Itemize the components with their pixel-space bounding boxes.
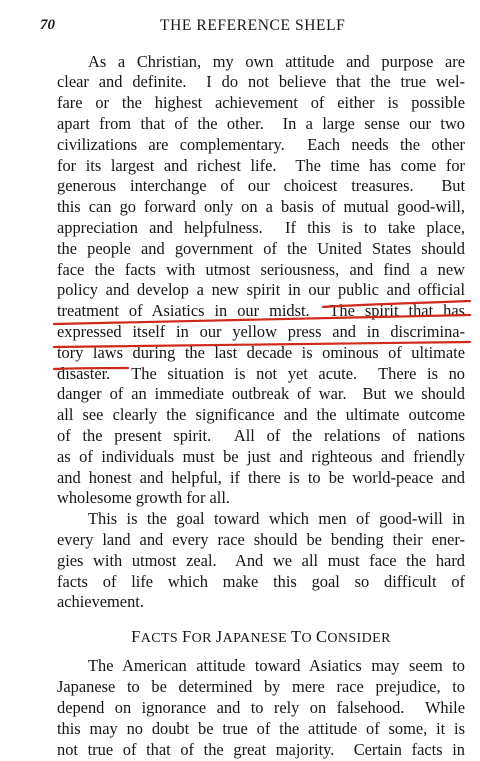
page-number: 70 (40, 17, 55, 33)
text-line: this can go forward only on a basis of mutual good-will, (57, 197, 465, 216)
text-line: appreciation and helpfulness. If this is to take place, (57, 218, 465, 237)
text-line: all see clearly the significance and the ultimate outcome (57, 405, 465, 424)
page-header (40, 15, 468, 39)
text-line: for its largest and richest life. The time has come for (57, 156, 465, 175)
text-line: The American attitude toward Asiatics may seem to (88, 656, 465, 675)
text-line: danger of an immediate outbreak of war. But we should (57, 384, 465, 403)
heading-smallcaps: O (301, 631, 313, 646)
text-line: fare or the highest achievement of either is possible (57, 93, 465, 112)
running-head: THE REFERENCE SHELF (160, 17, 346, 34)
heading-capital: J (215, 627, 223, 646)
heading-smallcaps: OR (191, 631, 212, 646)
section-heading (57, 627, 465, 647)
text-line: achievement. (57, 592, 144, 611)
text-line: civilizations are complementary. Each needs the other (57, 135, 465, 154)
text-line: tory laws during the last decade is ominous of ultimate (57, 343, 465, 362)
text-line: apart from that of the other. In a large sense our two (57, 114, 465, 133)
text-line: policy and develop a new spirit in our public and official (57, 280, 465, 299)
heading-capital: T (291, 627, 302, 646)
text-line: This is the goal toward which men of good-will in (88, 509, 465, 528)
heading-smallcaps: ACTS (140, 631, 179, 646)
text-line: gies with utmost zeal. And we all must face the hard (57, 551, 465, 570)
text-line: facts of life which make this goal so difficult of (57, 572, 465, 591)
text-line: disaster. The situation is not yet acute. There is no (57, 364, 465, 383)
text-line: and honest and helpful, if there is to be world-peace and (57, 468, 465, 487)
text-line: as of individuals must be just and righteous and friendly (57, 447, 465, 466)
heading-capital: F (182, 627, 192, 646)
text-line: the people and government of the United States should (57, 239, 465, 258)
text-line: clear and definite. I do not believe that the true wel- (57, 72, 465, 91)
text-line: generous interchange of our choicest treasures. But (57, 176, 465, 195)
text-line: this may no doubt be true of the attitude of some, it is (57, 719, 465, 738)
text-line: every land and every race should be bending their ener- (57, 530, 465, 549)
heading-capital: F (131, 627, 141, 646)
heading-capital: C (315, 627, 328, 646)
text-line: Japanese to be determined by mere race prejudice, to (57, 677, 465, 696)
text-line: depend on ignorance and to rely on falsehood. While (57, 698, 465, 717)
heading-smallcaps: APANESE (222, 631, 288, 646)
text-line: face the facts with utmost seriousness, and find a new (57, 260, 465, 279)
text-line: As a Christian, my own attitude and purpose are (88, 52, 465, 71)
text-line: wholesome growth for all. (57, 488, 230, 507)
text-line: expressed itself in our yellow press and in discrimina- (57, 322, 465, 341)
text-line: treatment of Asiatics in our midst. The spirit that has (57, 301, 465, 320)
heading-smallcaps: ONSIDER (327, 631, 391, 646)
text-line: of the present spirit. All of the relations of nations (57, 426, 465, 445)
text-line: not true of that of the great majority. Certain facts in (57, 740, 465, 759)
